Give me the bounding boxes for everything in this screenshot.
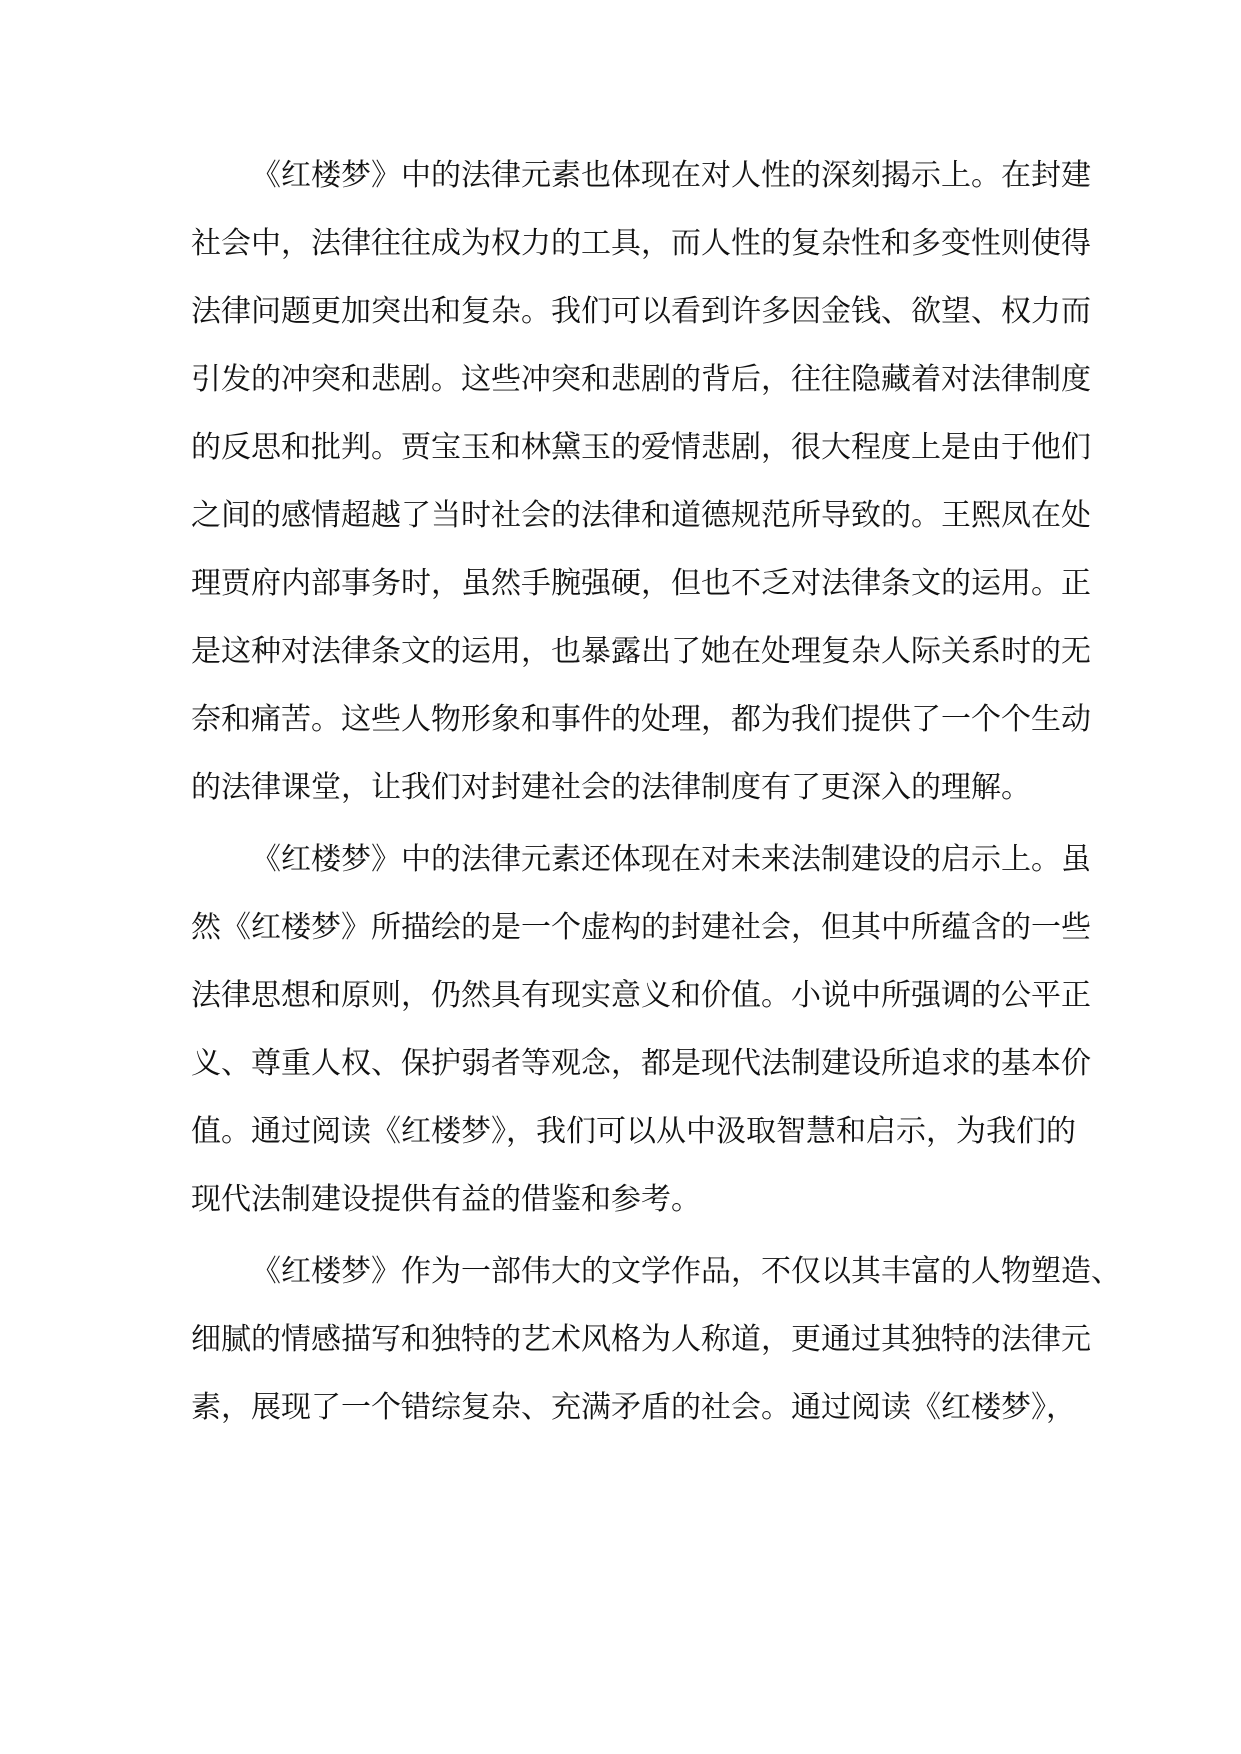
paragraph-line: 是这种对法律条文的运用，也暴露出了她在处理复杂人际关系时的无: [191, 634, 1091, 669]
paragraph-line: 之间的感情超越了当时社会的法律和道德规范所导致的。王熙凤在处: [191, 498, 1091, 533]
paragraph-line: 然《红楼梦》所描绘的是一个虚构的封建社会，但其中所蕴含的一些: [191, 910, 1091, 945]
paragraph-line: 的法律课堂，让我们对封建社会的法律制度有了更深入的理解。: [191, 770, 1031, 805]
paragraph-line: 法律问题更加突出和复杂。我们可以看到许多因金钱、欲望、权力而: [191, 294, 1091, 329]
paragraph-line: 《红楼梦》中的法律元素还体现在对未来法制建设的启示上。虽: [251, 842, 1091, 877]
paragraph-line: 现代法制建设提供有益的借鉴和参考。: [191, 1182, 701, 1217]
paragraph-line: 的反思和批判。贾宝玉和林黛玉的爱情悲剧，很大程度上是由于他们: [191, 430, 1091, 465]
document-body: [191, 142, 1121, 1442]
paragraph-line: 《红楼梦》中的法律元素也体现在对人性的深刻揭示上。在封建: [251, 158, 1091, 193]
paragraph-line: 法律思想和原则，仍然具有现实意义和价值。小说中所强调的公平正: [191, 978, 1091, 1013]
paragraph-line: 素，展现了一个错综复杂、充满矛盾的社会。通过阅读《红楼梦》，: [191, 1390, 1076, 1425]
paragraph-line: 值。通过阅读《红楼梦》，我们可以从中汲取智慧和启示，为我们的: [191, 1114, 1076, 1149]
paragraph-1: [191, 142, 1091, 822]
paragraph-3: [191, 1238, 1121, 1442]
paragraph-line: 《红楼梦》作为一部伟大的文学作品，不仅以其丰富的人物塑造、: [251, 1254, 1121, 1289]
paragraph-line: 社会中，法律往往成为权力的工具，而人性的复杂性和多变性则使得: [191, 226, 1091, 261]
paragraph-line: 奈和痛苦。这些人物形象和事件的处理，都为我们提供了一个个生动: [191, 702, 1091, 737]
paragraph-line: 理贾府内部事务时，虽然手腕强硬，但也不乏对法律条文的运用。正: [191, 566, 1091, 601]
paragraph-line: 义、尊重人权、保护弱者等观念，都是现代法制建设所追求的基本价: [191, 1046, 1091, 1081]
paragraph-line: 引发的冲突和悲剧。这些冲突和悲剧的背后，往往隐藏着对法律制度: [191, 362, 1091, 397]
paragraph-line: 细腻的情感描写和独特的艺术风格为人称道，更通过其独特的法律元: [191, 1322, 1091, 1357]
paragraph-2: [191, 826, 1091, 1234]
